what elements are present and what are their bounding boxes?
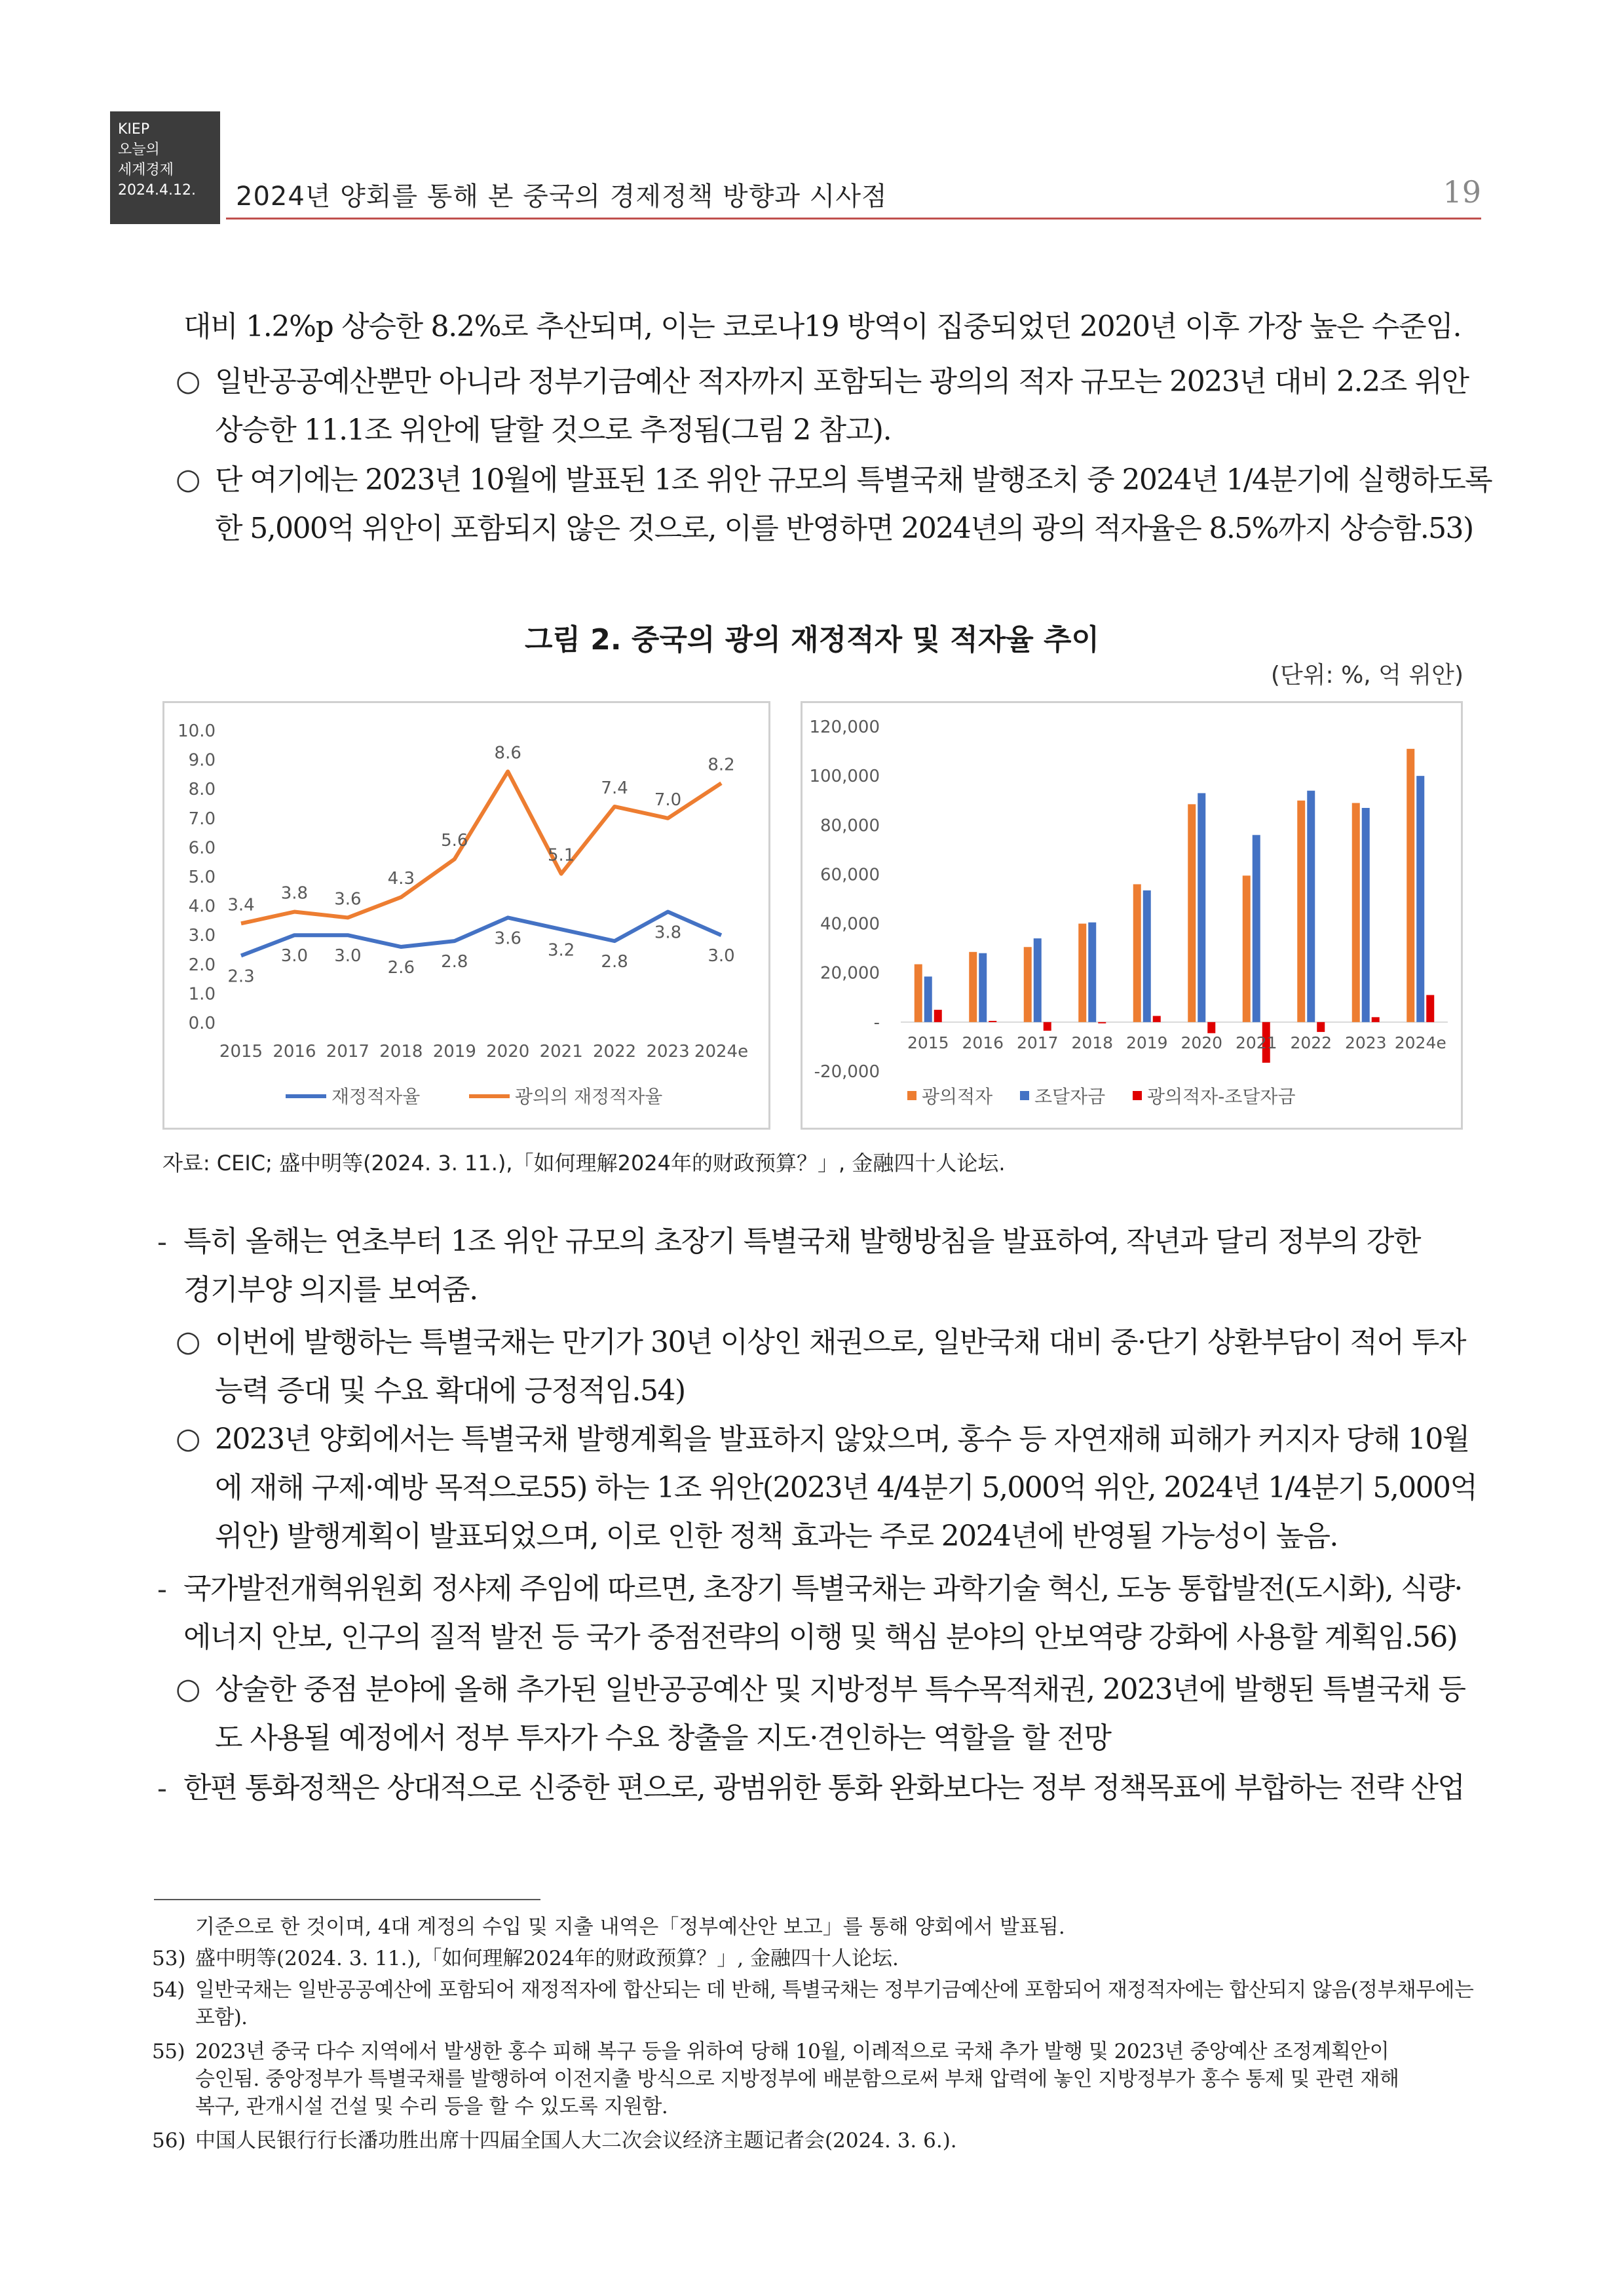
- y-tick-label: 5.0: [188, 868, 216, 887]
- bar: [924, 976, 932, 1022]
- x-tick-label: 2016: [273, 1042, 316, 1062]
- footnote-text: 복구, 관개시설 건설 및 수리 등을 할 수 있도록 지원함.: [195, 2095, 668, 2118]
- dash-paragraph: [183, 1565, 1462, 1662]
- figure-source: 자료: CEIC; 盛中明等(2024. 3. 11.),「如何理解2024年的财政预算？」, 金融四十人论坛.: [162, 1151, 1006, 1176]
- data-label: 3.8: [654, 923, 682, 943]
- y-tick-label: 3.0: [188, 926, 216, 946]
- data-label: 3.6: [494, 928, 521, 949]
- bar: [1362, 808, 1370, 1022]
- data-label: 5.6: [441, 831, 468, 851]
- bullet-paragraph: [215, 1666, 1465, 1763]
- bar: [1207, 1022, 1215, 1033]
- data-label: 2.3: [227, 966, 255, 987]
- bar: [1352, 803, 1360, 1022]
- footnote-text: 기준으로 한 것이며, 4대 계정의 수입 및 지출 내역은「정부예산안 보고」를 통해 양회에서 발표됨.: [195, 1915, 1065, 1939]
- bar: [1297, 801, 1305, 1022]
- bullet-circle: ○: [176, 1672, 201, 1706]
- x-tick-label: 2022: [1290, 1033, 1332, 1052]
- bar: [1198, 793, 1205, 1022]
- badge-line: 오늘의: [118, 142, 160, 158]
- y-tick-label: -: [873, 1012, 880, 1033]
- data-label: 7.0: [654, 790, 682, 810]
- bar: [934, 1010, 942, 1022]
- data-label: 7.4: [601, 778, 628, 798]
- text-line: 이번에 발행하는 특별국채는 만기가 30년 이상인 채권으로, 일반국채 대비 중·단기 상환부담이 적어 투자: [215, 1326, 1465, 1359]
- footnote-56: [152, 2127, 957, 2154]
- footnote-rule: [154, 1899, 540, 1900]
- legend-label: 재정적자율: [331, 1086, 421, 1107]
- badge-line: 2024.4.12.: [118, 182, 196, 199]
- figure-unit: (단위: %, 억 위안): [1270, 662, 1463, 689]
- legend-swatch: [1133, 1091, 1142, 1100]
- data-label: 2.8: [441, 952, 468, 972]
- bar: [1253, 835, 1260, 1022]
- text-line: 경기부양 의지를 보여줌.: [183, 1273, 478, 1307]
- text-line: 2023년 양회에서는 특별국채 발행계획을 발표하지 않았으며, 홍수 등 자연재해 피해가 커지자 당해 10월: [215, 1423, 1469, 1456]
- series-line: [241, 771, 721, 923]
- y-tick-label: 120,000: [809, 718, 880, 737]
- footnote-number: 55): [152, 2040, 185, 2063]
- y-tick-label: 2.0: [188, 955, 216, 975]
- bar: [1317, 1022, 1325, 1032]
- bar: [1088, 923, 1096, 1022]
- bar-chart-deficit-amount: [801, 701, 1463, 1130]
- x-tick-label: 2015: [907, 1033, 949, 1052]
- bar: [1307, 791, 1315, 1022]
- bullet-circle: ○: [176, 463, 201, 496]
- text-line: 특히 올해는 연초부터 1조 위안 규모의 초장기 특별국채 발행방침을 발표하여, 작년과 달리 정부의 강한: [183, 1225, 1421, 1258]
- text-line: 단 여기에는 2023년 10월에 발표된 1조 위안 규모의 특별국채 발행조치 중 2024년 1/4분기에 실행하도록: [215, 463, 1492, 497]
- data-label: 4.3: [387, 869, 415, 889]
- bar: [1098, 1022, 1106, 1024]
- text-line: 국가발전개혁위원회 정샤제 주임에 따르면, 초장기 특별국채는 과학기술 혁신, 도농 통합발전(도시화), 식량·: [183, 1572, 1462, 1605]
- dash-paragraph: [183, 1217, 1420, 1314]
- dash-marker: -: [157, 1573, 167, 1606]
- x-tick-label: 2017: [1016, 1033, 1059, 1052]
- y-tick-label: 8.0: [188, 780, 216, 800]
- x-tick-label: 2022: [593, 1042, 637, 1062]
- y-tick-label: 100,000: [809, 767, 880, 787]
- x-tick-label: 2023: [1344, 1033, 1387, 1052]
- y-tick-label: 9.0: [188, 750, 216, 771]
- data-label: 8.6: [494, 743, 521, 763]
- x-tick-label: 2018: [1071, 1033, 1114, 1052]
- text-line: 한편 통화정책은 상대적으로 신중한 편으로, 광범위한 통화 완화보다는 정부 정책목표에 부합하는 전략 산업: [183, 1771, 1465, 1805]
- badge-line: KIEP: [118, 121, 150, 138]
- dash-marker: -: [157, 1225, 167, 1259]
- bar: [1372, 1017, 1380, 1022]
- footnote-text: 포함).: [195, 2006, 248, 2029]
- bar: [1407, 749, 1414, 1022]
- text-line: 한 5,000억 위안이 포함되지 않은 것으로, 이를 반영하면 2024년의 광의 적자율은 8.5%까지 상승함.53): [215, 512, 1473, 545]
- legend-swatch: [1020, 1091, 1029, 1100]
- y-tick-label: 6.0: [188, 838, 216, 858]
- y-tick-label: 20,000: [820, 963, 880, 984]
- bullet-paragraph: [215, 1318, 1465, 1415]
- data-label: 3.0: [708, 946, 735, 966]
- data-label: 3.2: [547, 940, 575, 961]
- dash-marker: -: [157, 1772, 167, 1805]
- footnote-text: 2023년 중국 다수 지역에서 발생한 홍수 피해 복구 등을 위하여 당해 10월, 이례적으로 국채 추가 발행 및 2023년 중앙예산 조정계획안이: [195, 2040, 1389, 2063]
- x-tick-label: 2023: [646, 1042, 690, 1062]
- x-tick-label: 2020: [486, 1042, 530, 1062]
- data-label: 3.8: [280, 883, 309, 904]
- x-tick-label: 2024e: [1394, 1033, 1446, 1052]
- text-line: 에너지 안보, 인구의 질적 발전 등 국가 중점전략의 이행 및 핵심 분야의 안보역량 강화에 사용할 계획임.56): [183, 1620, 1457, 1654]
- y-tick-label: 40,000: [820, 914, 880, 934]
- line-chart-svg: [164, 703, 768, 1128]
- legend-label: 광의적자-조달자금: [1147, 1086, 1296, 1107]
- bar: [989, 1021, 996, 1022]
- x-tick-label: 2020: [1180, 1033, 1223, 1052]
- bar: [1153, 1016, 1161, 1022]
- bar: [1078, 924, 1086, 1022]
- paragraph-continued: [183, 303, 1461, 351]
- y-tick-label: 7.0: [188, 809, 216, 829]
- bar: [1034, 938, 1042, 1022]
- bar: [1133, 884, 1141, 1022]
- footnote-number: 53): [152, 1947, 186, 1970]
- figure-title: 그림 2. 중국의 광의 재정적자 및 적자율 추이: [524, 623, 1100, 657]
- x-tick-label: 2019: [1125, 1033, 1168, 1052]
- bullet-paragraph: [215, 358, 1469, 455]
- bar: [1416, 776, 1424, 1022]
- bar: [1044, 1022, 1051, 1031]
- bar-chart-svg: [803, 703, 1461, 1128]
- footnote-text: 盛中明等(2024. 3. 11.),「如何理解2024年的财政预算？」, 金融四十人论坛.: [195, 1947, 899, 1970]
- footnote-text: 승인됨. 중앙정부가 특별국채를 발행하여 이전지출 방식으로 지방정부에 배분함으로써 부채 압력에 놓인 지방정부가 홍수 통제 및 관련 재해: [195, 2067, 1399, 2091]
- data-label: 2.6: [387, 958, 415, 978]
- x-tick-label: 2021: [539, 1042, 583, 1062]
- data-label: 3.6: [334, 889, 362, 909]
- data-label: 3.4: [227, 895, 255, 915]
- bullet-circle: ○: [176, 1325, 201, 1358]
- x-tick-label: 2021: [1235, 1033, 1277, 1052]
- header-rule: [226, 218, 1481, 220]
- footnote-text: 일반국채는 일반공공예산에 포함되어 재정적자에 합산되는 데 반해, 특별국채는 정부기금예산에 포함되어 재정적자에는 합산되지 않음(정부채무에는: [195, 1978, 1474, 2002]
- text-line: 상승한 11.1조 위안에 달할 것으로 추정됨(그림 2 참고).: [215, 413, 892, 447]
- x-tick-label: 2019: [432, 1042, 476, 1062]
- footnote-53: [152, 1945, 899, 1972]
- data-label: 3.0: [334, 946, 362, 966]
- text-line: 상술한 중점 분야에 올해 추가된 일반공공예산 및 지방정부 특수목적채권, 2023년에 발행된 특별국채 등: [215, 1673, 1465, 1706]
- data-label: 3.0: [280, 946, 309, 966]
- running-title: 2024년 양회를 통해 본 중국의 경제정책 방향과 시사점: [236, 182, 888, 212]
- bar: [1426, 995, 1434, 1022]
- footnote-55: [152, 2038, 1399, 2120]
- footnote-number: 56): [152, 2129, 186, 2152]
- publication-badge: [110, 111, 220, 224]
- text-line: 대비 1.2%p 상승한 8.2%로 추산되며, 이는 코로나19 방역이 집중되었던 2020년 이후 가장 높은 수준임.: [183, 310, 1462, 343]
- line-chart-deficit-ratio: [162, 701, 770, 1130]
- y-tick-label: 60,000: [820, 865, 880, 885]
- page-number: 19: [1443, 174, 1481, 210]
- bar: [969, 952, 977, 1022]
- bar: [915, 965, 922, 1022]
- text-line: 능력 증대 및 수요 확대에 긍정적임.54): [215, 1374, 685, 1407]
- y-tick-label: 80,000: [820, 816, 880, 836]
- data-label: 2.8: [601, 952, 628, 972]
- y-tick-label: 0.0: [188, 1014, 216, 1033]
- bar: [979, 953, 987, 1022]
- legend-label: 조달자금: [1034, 1086, 1106, 1107]
- x-tick-label: 2015: [219, 1042, 263, 1062]
- y-tick-label: 10.0: [178, 721, 216, 741]
- bullet-paragraph: [215, 1415, 1477, 1561]
- footnote-continued: [195, 1913, 1065, 1941]
- y-tick-label: 1.0: [188, 984, 216, 1004]
- x-tick-label: 2016: [962, 1033, 1004, 1052]
- y-tick-label: -20,000: [814, 1062, 880, 1082]
- text-line: 일반공공예산뿐만 아니라 정부기금예산 적자까지 포함되는 광의의 적자 규모는 2023년 대비 2.2조 위안: [215, 365, 1469, 398]
- legend-swatch: [907, 1091, 916, 1100]
- badge-line: 세계경제: [118, 162, 174, 178]
- series-line: [241, 912, 721, 956]
- bar: [1243, 875, 1251, 1022]
- data-label: 5.1: [547, 845, 575, 866]
- bullet-circle: ○: [176, 364, 201, 398]
- x-tick-label: 2018: [379, 1042, 423, 1062]
- bar: [1143, 890, 1151, 1022]
- x-tick-label: 2024e: [694, 1042, 749, 1062]
- bar: [1024, 947, 1032, 1022]
- data-label: 8.2: [708, 755, 735, 775]
- footnote-text: 中国人民银行行长潘功胜出席十四届全国人大二次会议经济主题记者会(2024. 3. 6.).: [195, 2129, 957, 2152]
- bullet-paragraph: [215, 456, 1492, 553]
- footnote-number: 54): [152, 1978, 185, 2002]
- footnote-54: [152, 1976, 1473, 2031]
- text-line: 도 사용될 예정에서 정부 투자가 수요 창출을 지도·견인하는 역할을 할 전망: [215, 1721, 1111, 1755]
- dash-paragraph: [183, 1764, 1464, 1812]
- legend-label: 광의의 재정적자율: [515, 1086, 663, 1107]
- legend-label: 광의적자: [922, 1086, 993, 1107]
- y-tick-label: 4.0: [188, 896, 216, 917]
- x-tick-label: 2017: [326, 1042, 369, 1062]
- bullet-circle: ○: [176, 1422, 201, 1455]
- text-line: 에 재해 구제·예방 목적으로55) 하는 1조 위안(2023년 4/4분기 5,000억 위안, 2024년 1/4분기 5,000억: [215, 1471, 1477, 1504]
- bar: [1188, 804, 1196, 1022]
- text-line: 위안) 발행계획이 발표되었으며, 이로 인한 정책 효과는 주로 2024년에 반영될 가능성이 높음.: [215, 1520, 1338, 1553]
